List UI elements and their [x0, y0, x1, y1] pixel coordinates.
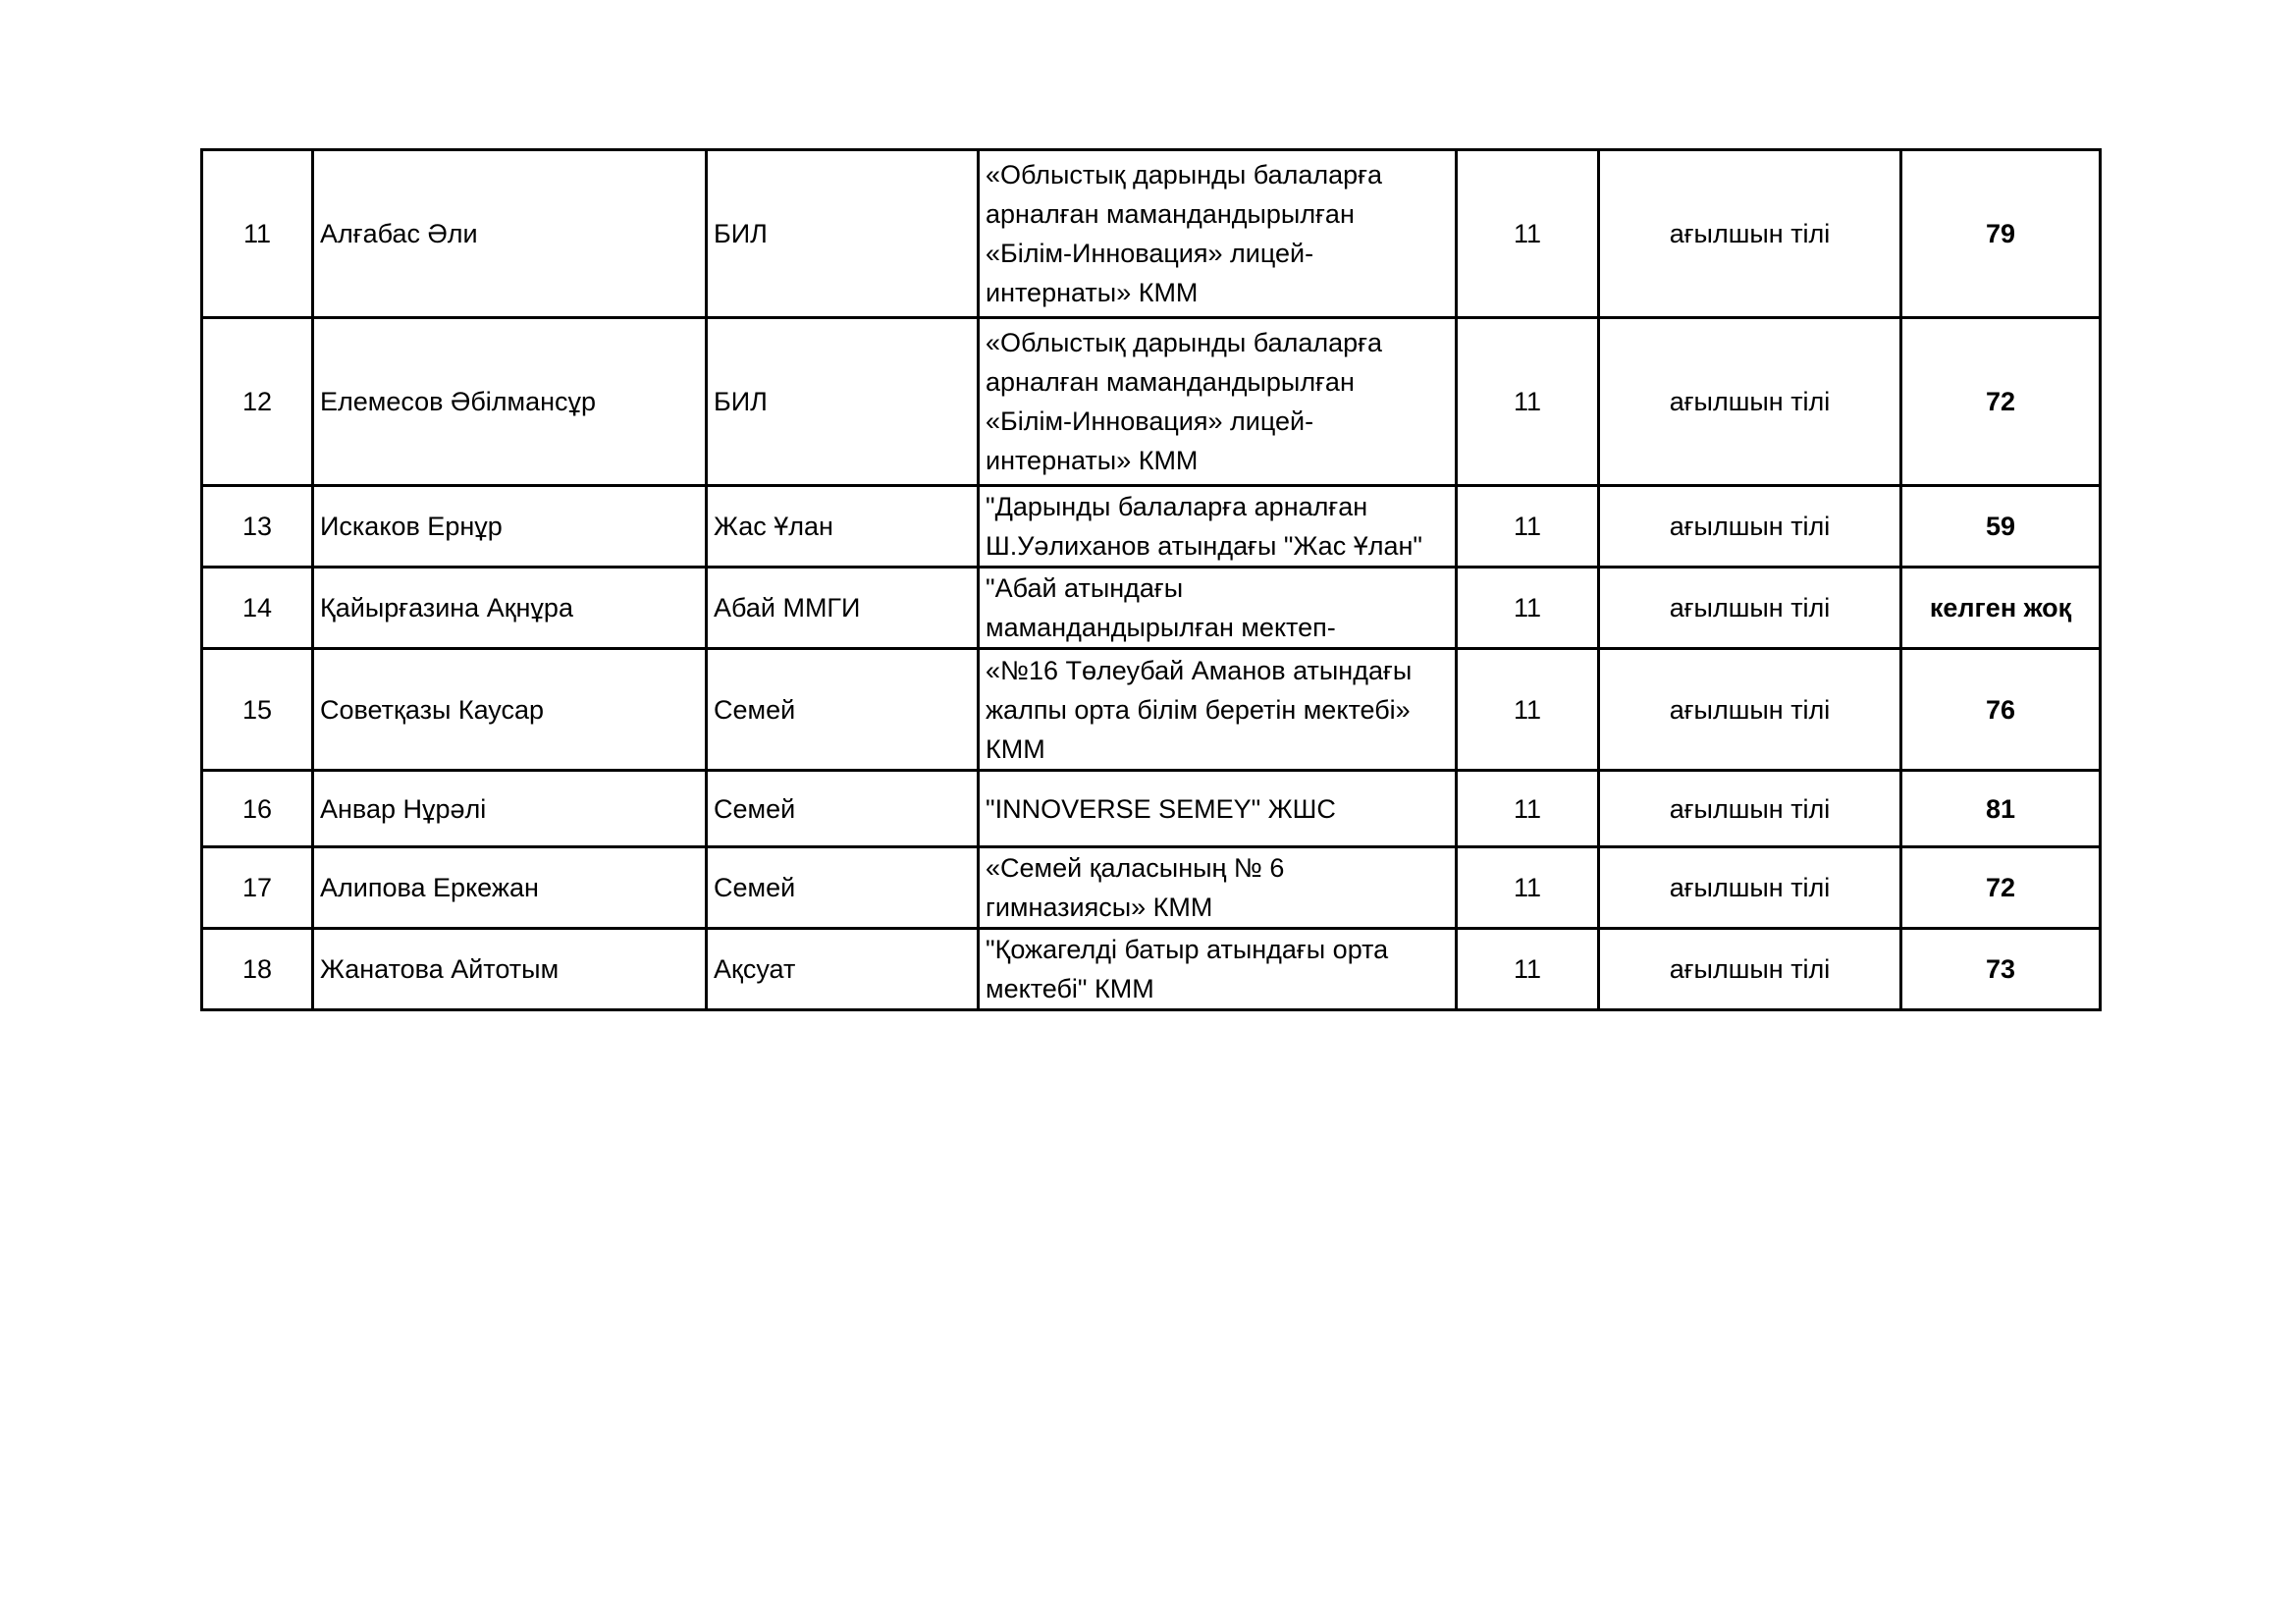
- student-name-cell: Алғабас Әли: [313, 150, 707, 318]
- region-cell: Ақсуат: [707, 929, 979, 1010]
- grade-cell: 11: [1457, 568, 1599, 649]
- grade-cell: 11: [1457, 929, 1599, 1010]
- school-cell: [979, 486, 1457, 568]
- school-cell: [979, 929, 1457, 1010]
- table-row: [202, 568, 2101, 649]
- school-cell: [979, 318, 1457, 486]
- table-row: [202, 771, 2101, 847]
- school-text: "Абай атындағы мамандандырылған мектеп-: [986, 573, 1336, 642]
- region-cell: Жас Ұлан: [707, 486, 979, 568]
- score-cell: 72: [1901, 318, 2101, 486]
- region-cell: Абай ММГИ: [707, 568, 979, 649]
- grade-cell: 11: [1457, 847, 1599, 929]
- school-text: «Облыстық дарынды балаларға арналған мамандандырылған «Білім-Инновация» лицей- интернаты» КММ: [986, 160, 1383, 307]
- score-cell: келген жоқ: [1901, 568, 2101, 649]
- school-cell: [979, 847, 1457, 929]
- table-row: [202, 847, 2101, 929]
- student-name-cell: Алипова Еркежан: [313, 847, 707, 929]
- region-cell: Семей: [707, 847, 979, 929]
- score-cell: 73: [1901, 929, 2101, 1010]
- student-name-cell: Елемесов Әбілмансұр: [313, 318, 707, 486]
- school-cell: [979, 771, 1457, 847]
- school-cell: [979, 649, 1457, 771]
- table-row: [202, 150, 2101, 318]
- table-row: [202, 486, 2101, 568]
- student-name-cell: Искаков Ернұр: [313, 486, 707, 568]
- student-name-cell: Анвар Нұрәлі: [313, 771, 707, 847]
- grade-cell: 11: [1457, 150, 1599, 318]
- student-name-cell: Жанатова Айтотым: [313, 929, 707, 1010]
- region-cell: Семей: [707, 649, 979, 771]
- school-text: "Қожагелді батыр атындағы орта мектебі" КММ: [986, 935, 1389, 1003]
- results-table: [200, 148, 2102, 1011]
- row-number-cell: 18: [202, 929, 313, 1010]
- school-text: "Дарынды балаларға арналған Ш.Уәлиханов атындағы "Жас Ұлан": [986, 492, 1422, 561]
- score-cell: 59: [1901, 486, 2101, 568]
- grade-cell: 11: [1457, 771, 1599, 847]
- subject-cell: ағылшын тілі: [1599, 486, 1901, 568]
- table-row: [202, 649, 2101, 771]
- student-name-cell: Советқазы Каусар: [313, 649, 707, 771]
- row-number-cell: 13: [202, 486, 313, 568]
- school-cell: [979, 568, 1457, 649]
- school-text: «Семей қаласының № 6 гимназиясы» КММ: [986, 853, 1285, 922]
- school-text: «№16 Төлеубай Аманов атындағы жалпы орта білім беретін мектебі» КММ: [986, 655, 1413, 764]
- student-name-cell: Қайырғазина Ақнұра: [313, 568, 707, 649]
- row-number-cell: 14: [202, 568, 313, 649]
- score-cell: 76: [1901, 649, 2101, 771]
- grade-cell: 11: [1457, 486, 1599, 568]
- school-text: «Облыстық дарынды балаларға арналған мамандандырылған «Білім-Инновация» лицей- интернаты» КММ: [986, 328, 1383, 475]
- subject-cell: ағылшын тілі: [1599, 150, 1901, 318]
- table-row: [202, 929, 2101, 1010]
- score-cell: 72: [1901, 847, 2101, 929]
- grade-cell: 11: [1457, 649, 1599, 771]
- row-number-cell: 11: [202, 150, 313, 318]
- subject-cell: ағылшын тілі: [1599, 847, 1901, 929]
- region-cell: БИЛ: [707, 150, 979, 318]
- row-number-cell: 12: [202, 318, 313, 486]
- region-cell: Семей: [707, 771, 979, 847]
- region-cell: БИЛ: [707, 318, 979, 486]
- school-text: "INNOVERSE SEMEY" ЖШС: [986, 793, 1336, 824]
- row-number-cell: 16: [202, 771, 313, 847]
- row-number-cell: 17: [202, 847, 313, 929]
- row-number-cell: 15: [202, 649, 313, 771]
- subject-cell: ағылшын тілі: [1599, 318, 1901, 486]
- subject-cell: ағылшын тілі: [1599, 649, 1901, 771]
- subject-cell: ағылшын тілі: [1599, 568, 1901, 649]
- score-cell: 81: [1901, 771, 2101, 847]
- school-cell: [979, 150, 1457, 318]
- subject-cell: ағылшын тілі: [1599, 771, 1901, 847]
- grade-cell: 11: [1457, 318, 1599, 486]
- score-cell: 79: [1901, 150, 2101, 318]
- table-row: [202, 318, 2101, 486]
- table-body: [202, 150, 2101, 1010]
- subject-cell: ағылшын тілі: [1599, 929, 1901, 1010]
